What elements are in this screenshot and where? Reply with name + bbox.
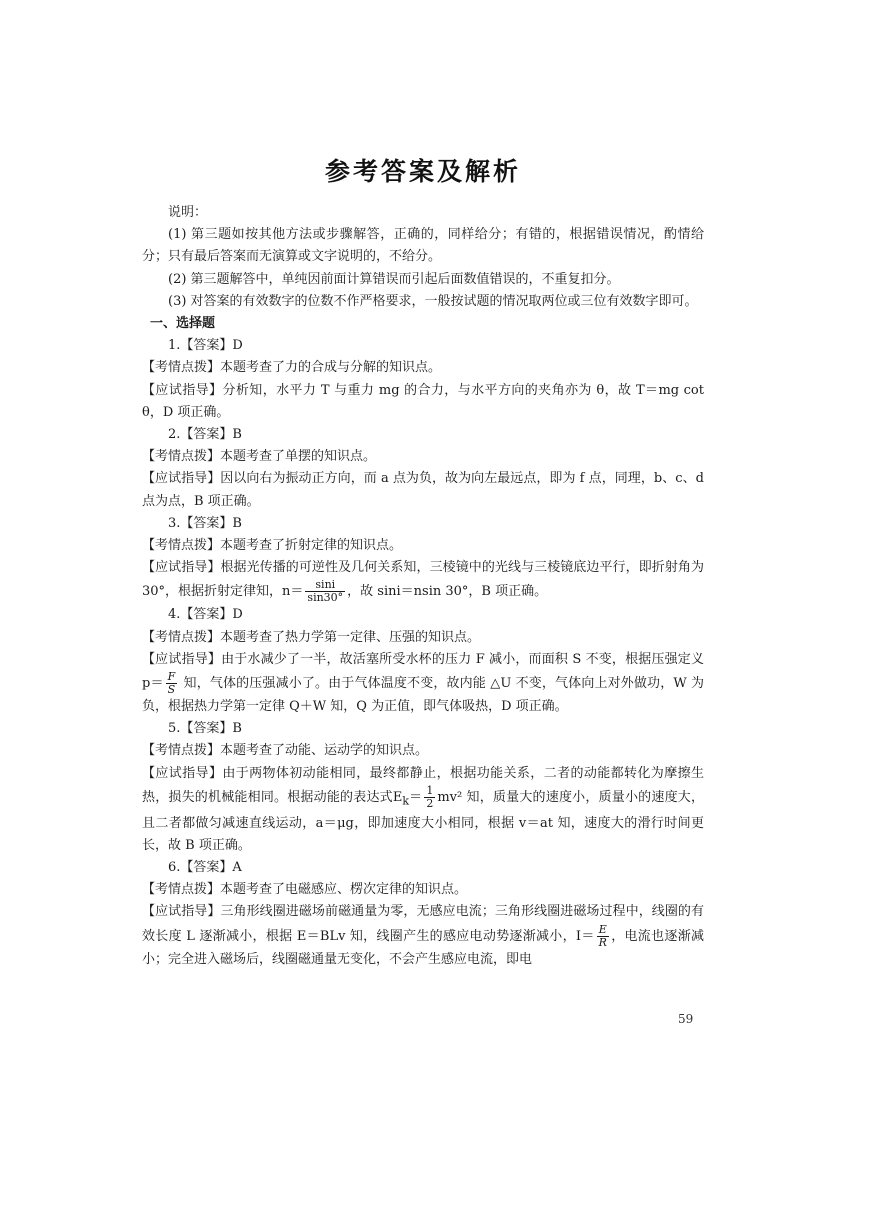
point-label: 【考情点拨】 xyxy=(142,882,221,898)
q1-point xyxy=(142,357,704,379)
intro-note-1: (1) 第三题如按其他方法或步骤解答，正确的，同样给分；有错的，根据错误情况，酌情给分；只有最后答案而无演算或文字说明的，不给分。 xyxy=(142,227,704,265)
q5-guide-text-a: 由于两物体初动能相同，最终都静止，根据功能关系，二者的动能都转化为摩擦生热，损失的机械能相同。根据动能的表达式E xyxy=(142,765,704,805)
q3-answer-value: B xyxy=(232,515,242,531)
answer-label: 【答案】 xyxy=(180,427,233,443)
q4-guide-text-b: 知，气体的压强减小了。由于气体温度不变，故内能 △U 不变，气体向上对外做功，W 为负，根据热力学第一定律 Q＋W 知，Q 为正值，即气体吸热，D 项正确。 xyxy=(142,676,704,715)
guide-label: 【应试指导】 xyxy=(142,651,222,667)
fraction-numerator: F xyxy=(167,670,176,684)
document-body xyxy=(142,202,704,971)
q6-answer-value: A xyxy=(232,860,242,876)
point-label: 【考情点拨】 xyxy=(142,538,221,554)
section-title: 一、选择题 xyxy=(150,316,216,332)
q3-number: 3. xyxy=(168,515,181,531)
point-label: 【考情点拨】 xyxy=(142,360,221,376)
q6-answer xyxy=(142,857,704,879)
q5-equals: ＝ xyxy=(408,789,423,805)
document-page xyxy=(142,0,704,971)
page-title: 参考答案及解析 xyxy=(324,157,521,186)
q2-guide-text: 因以向右为振动正方向，而 a 点为负，故为向左最远点，即为 f 点，同理，b、c、d 点为点，B 项正确。 xyxy=(142,471,704,509)
intro-note-3: (3) 对答案的有效数字的位数不作严格要求，一般按试题的情况取两位或三位有效数字即可。 xyxy=(168,293,698,309)
fraction-denominator: sin30° xyxy=(307,591,344,605)
q4-guide xyxy=(142,649,704,718)
q3-guide-text-a: 根据光传播的可逆性及几何关系知，三棱镜中的光线与三棱镜底边平行，即折射角为 30°，根据折射定律知，n＝ xyxy=(142,560,704,600)
q6-number: 6. xyxy=(168,860,181,876)
guide-label: 【应试指导】 xyxy=(142,471,221,487)
q1-guide xyxy=(142,380,704,424)
answer-label: 【答案】 xyxy=(180,515,233,531)
guide-label: 【应试指导】 xyxy=(142,904,221,920)
fraction-denominator: S xyxy=(167,683,176,697)
q1-number: 1. xyxy=(168,338,181,354)
q3-answer xyxy=(142,513,704,535)
q6-fraction xyxy=(597,924,609,949)
q5-answer xyxy=(142,718,704,740)
q2-number: 2. xyxy=(168,427,181,443)
q3-guide-text-b: ，故 sini＝nsin 30°，B 项正确。 xyxy=(347,584,548,600)
q2-point xyxy=(142,446,704,468)
q2-guide xyxy=(142,468,704,512)
q6-guide-text-a: 三角形线圈进磁场前磁通量为零，无感应电流；三角形线圈进磁场过程中，线圈的有效长度 L 逐渐减小，根据 E＝BLv 知，线圈产生的感应电动势逐渐减小，I＝ xyxy=(142,904,704,944)
q5-answer-value: B xyxy=(232,721,242,737)
guide-label: 【应试指导】 xyxy=(142,382,223,398)
guide-label: 【应试指导】 xyxy=(142,765,223,781)
q5-point-text: 本题考查了动能、运动学的知识点。 xyxy=(220,743,429,759)
q3-guide xyxy=(142,557,704,604)
answer-label: 【答案】 xyxy=(180,721,233,737)
q2-answer-value: B xyxy=(232,427,242,443)
q1-guide-text: 分析知，水平力 T 与重力 mg 的合力，与水平方向的夹角亦为 θ，故 T＝mg cot θ，D 项正确。 xyxy=(142,382,704,420)
guide-label: 【应试指导】 xyxy=(142,560,221,576)
q5-guide-text-b: mv² 知，质量大的速度小，质量小的速度大，且二者都做匀减速直线运动，a＝μg，即加速度大小相同，根据 v＝at 知，速度大的滑行时间更长，故 B 项正确。 xyxy=(142,789,704,853)
q1-point-text: 本题考查了力的合成与分解的知识点。 xyxy=(220,360,442,376)
q5-guide xyxy=(142,763,704,857)
answer-label: 【答案】 xyxy=(180,860,233,876)
answer-label: 【答案】 xyxy=(180,338,233,354)
q5-point xyxy=(142,740,704,762)
point-label: 【考情点拨】 xyxy=(142,743,221,759)
q3-point-text: 本题考查了折射定律的知识点。 xyxy=(220,538,403,554)
page-number: 59 xyxy=(678,1012,694,1026)
q3-point xyxy=(142,535,704,557)
q1-answer xyxy=(142,335,704,357)
q4-number: 4. xyxy=(168,607,181,623)
q6-guide-text-b: ，电流也逐渐减小；完全进入磁场后，线圈磁通量无变化，不会产生感应电流，即电 xyxy=(142,928,704,967)
point-label: 【考情点拨】 xyxy=(142,449,221,465)
q1-answer-value: D xyxy=(232,338,243,354)
q5-fraction xyxy=(424,785,435,810)
q4-answer-value: D xyxy=(232,607,243,623)
q4-guide-text-a: 由于水减少了一半，故活塞所受水杯的压力 F 减小，而面积 S 不变，根据压强定义 p＝ xyxy=(142,651,704,692)
q4-answer xyxy=(142,604,704,626)
intro-heading: 说明： xyxy=(168,205,208,220)
q2-point-text: 本题考查了单摆的知识点。 xyxy=(220,449,377,465)
q3-fraction xyxy=(305,579,345,604)
fraction-denominator: R xyxy=(598,935,607,949)
q6-point-text: 本题考查了电磁感应、楞次定律的知识点。 xyxy=(220,882,468,898)
fraction-numerator: E xyxy=(597,924,609,937)
q6-guide xyxy=(142,901,704,970)
fraction-denominator: 2 xyxy=(426,796,434,810)
q4-point xyxy=(142,627,704,649)
q4-point-text: 本题考查了热力学第一定律、压强的知识点。 xyxy=(220,629,481,645)
q5-number: 5. xyxy=(168,721,181,737)
intro-note-2: (2) 第三题解答中，单纯因前面计算错误而引起后面数值错误的，不重复扣分。 xyxy=(168,271,620,287)
q6-point xyxy=(142,879,704,901)
answer-label: 【答案】 xyxy=(180,607,233,623)
q4-fraction xyxy=(166,671,178,696)
q5-subscript: k xyxy=(402,794,409,808)
fraction-numerator: 1 xyxy=(426,783,434,797)
point-label: 【考情点拨】 xyxy=(142,629,221,645)
q2-answer xyxy=(142,424,704,446)
fraction-numerator: sini xyxy=(305,579,345,592)
